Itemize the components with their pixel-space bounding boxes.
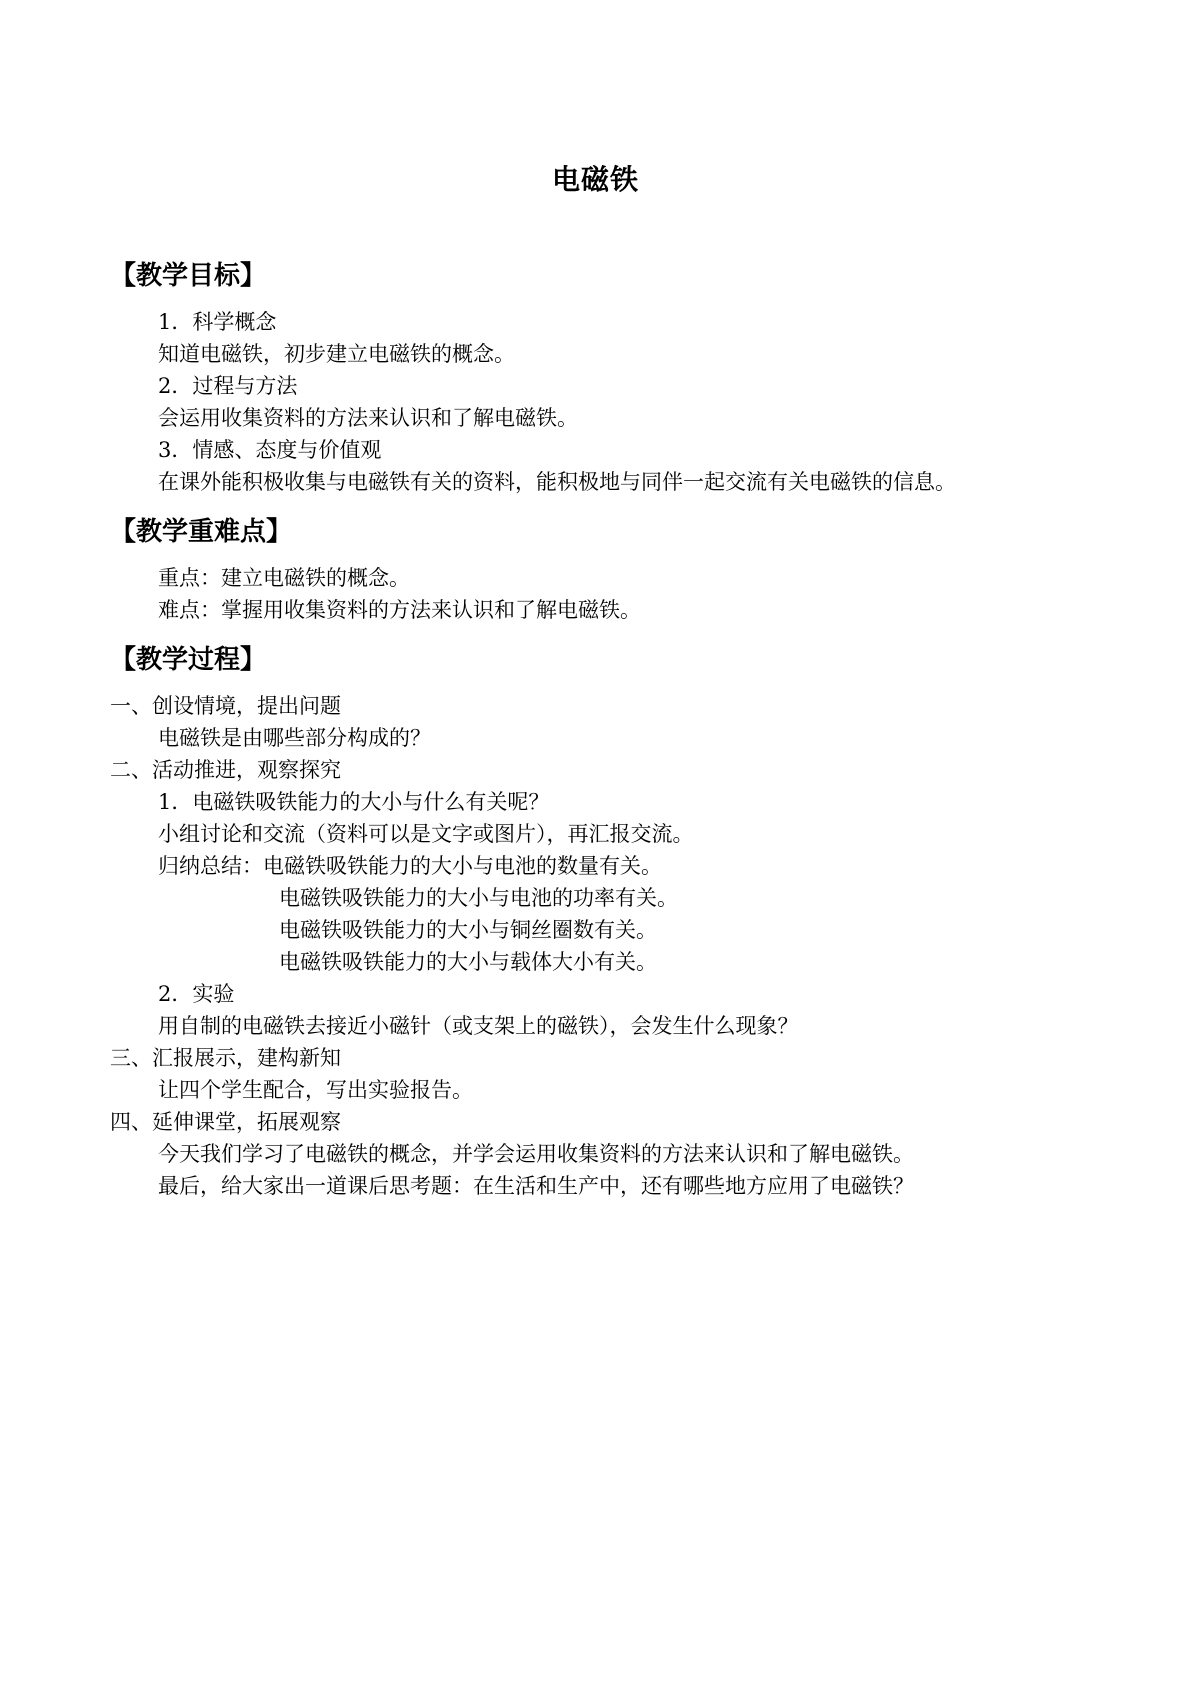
summary-line-1: 归纳总结：电磁铁吸铁能力的大小与电池的数量有关。	[158, 854, 662, 878]
summary-line-2: 电磁铁吸铁能力的大小与电池的功率有关。	[279, 886, 678, 910]
goal-item-2-text: 会运用收集资料的方法来认识和了解电磁铁。	[158, 406, 578, 430]
section-heading-process: 【教学过程】	[110, 645, 267, 675]
process-step-2-sub-2-text: 用自制的电磁铁去接近小磁针（或支架上的磁铁），会发生什么现象？	[158, 1014, 799, 1038]
key-point-difficulty: 难点：掌握用收集资料的方法来认识和了解电磁铁。	[158, 598, 641, 622]
process-step-2-sub-1-text: 小组讨论和交流（资料可以是文字或图片），再汇报交流。	[158, 822, 694, 846]
process-step-2-sub-1: 1．电磁铁吸铁能力的大小与什么有关呢？	[158, 790, 550, 814]
process-step-1-text: 电磁铁是由哪些部分构成的？	[158, 726, 431, 750]
goal-item-3-title: 3．情感、态度与价值观	[158, 438, 382, 462]
document-title: 电磁铁	[551, 163, 639, 196]
summary-line-3: 电磁铁吸铁能力的大小与铜丝圈数有关。	[279, 918, 657, 942]
process-step-4-text-2: 最后，给大家出一道课后思考题：在生活和生产中，还有哪些地方应用了电磁铁？	[158, 1174, 914, 1198]
goal-item-1-title: 1．科学概念	[158, 310, 277, 334]
goal-item-2-title: 2．过程与方法	[158, 374, 298, 398]
process-step-3-title: 三、汇报展示，建构新知	[110, 1046, 341, 1070]
process-step-3-text: 让四个学生配合，写出实验报告。	[158, 1078, 473, 1102]
goal-item-1-text: 知道电磁铁，初步建立电磁铁的概念。	[158, 342, 515, 366]
process-step-2-sub-2: 2．实验	[158, 982, 235, 1006]
section-heading-goals: 【教学目标】	[110, 261, 267, 291]
section-heading-key-points: 【教学重难点】	[110, 517, 293, 547]
process-step-4-title: 四、延伸课堂，拓展观察	[110, 1110, 341, 1134]
process-step-4-text-1: 今天我们学习了电磁铁的概念，并学会运用收集资料的方法来认识和了解电磁铁。	[158, 1142, 914, 1166]
goal-item-3-text: 在课外能积极收集与电磁铁有关的资料，能积极地与同伴一起交流有关电磁铁的信息。	[158, 470, 956, 494]
summary-line-4: 电磁铁吸铁能力的大小与载体大小有关。	[279, 950, 657, 974]
process-step-2-title: 二、活动推进，观察探究	[110, 758, 341, 782]
key-point-focus: 重点：建立电磁铁的概念。	[158, 566, 410, 590]
process-step-1-title: 一、创设情境，提出问题	[110, 694, 341, 718]
